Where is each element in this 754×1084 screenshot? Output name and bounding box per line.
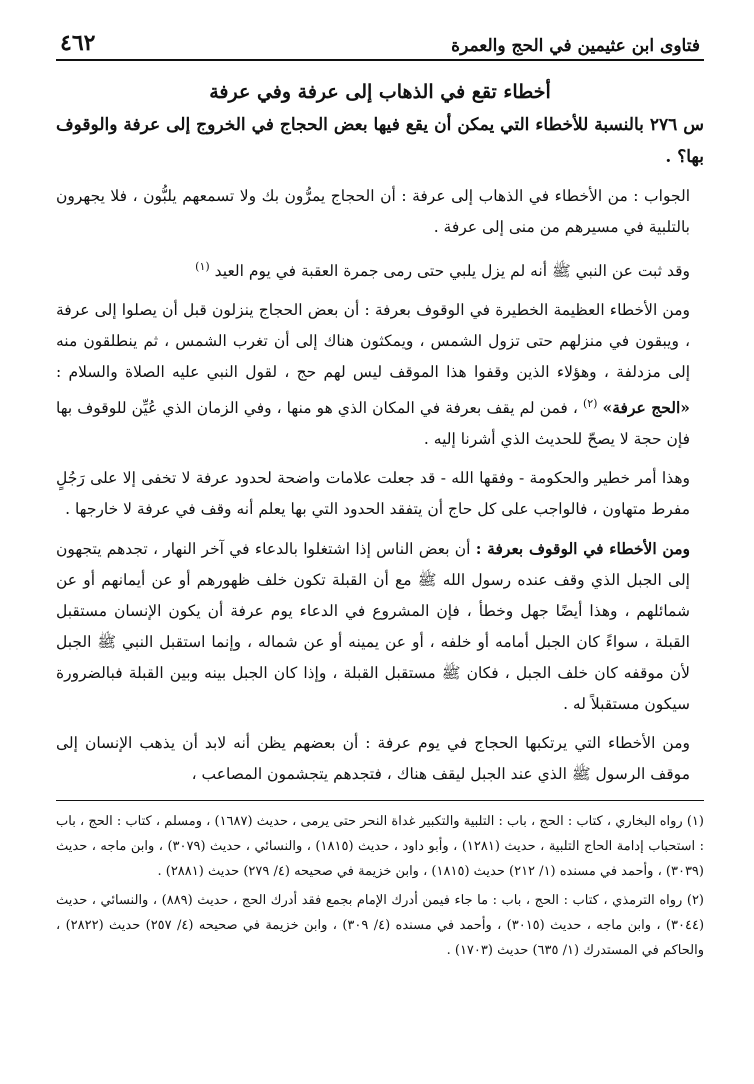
paragraph-text: أن بعض الناس إذا اشتغلوا بالدعاء في آخر النهار ، تجدهم يتجهون إلى الجبل الذي وقف عنده رسول الله ﷺ مع أن القبلة تكون خلف ظهورهم أو عن أيمانهم أو عن شمائلهم ، وهذا أيضًا جهل وخطأ ، فإن المشروع في الدعاء يوم عرفة أن يكون الإنسان مستقبل القبلة ، سواءً كان الجبل أمامه أو خلفه ، أو عن يمينه أو عن شماله ، وإنما استقبل النبي ﷺ الجبل لأن موقفه كان خلف الجبل ، فكان ﷺ مستقبل القبلة ، وإذا كان الجبل بينه وبين القبلة فبالضرورة سيكون مستقبلاً له . — [56, 540, 690, 714]
paragraph-lead: ومن الأخطاء في الوقوف بعرفة : — [475, 539, 691, 559]
qiblah-paragraph — [56, 533, 704, 720]
paragraph-text: ومن الأخطاء العظيمة الخطيرة في الوقوف بعرفة : أن بعض الحجاج ينزلون قبل أن يصلوا إلى عرفة ، ويبقون في منزلهم حتى تزول الشمس ، ويمكثون هناك إلى أن تغرب الشمس ، ثم ينطلقون منه إلى مزدلفة ، وهؤلاء الذين وقفوا هذا الموقف ليس لهم حج ، لقول النبي عليه الصلاة والسلام : — [56, 301, 690, 382]
running-header — [56, 22, 704, 61]
footnotes — [56, 800, 704, 963]
hadith-quote: «الحج عرفة» — [602, 398, 690, 418]
question-text: س ٢٧٦ بالنسبة للأخطاء التي يمكن أن يقع فيها بعض الحجاج في الخروج إلى عرفة والوقوف بها؟ . — [56, 115, 705, 167]
page-number: ٤٦٢ — [60, 30, 96, 56]
mountain-paragraph: ومن الأخطاء التي يرتكبها الحجاج في يوم عرفة : أن بعضهم يظن أنه لابد أن يذهب الإنسان إلى موقف الرسول ﷺ الذي عند الجبل ليقف هناك ، فتجدهم يتجشمون المصاعب ، — [56, 734, 690, 784]
footnote-1: (١) رواه البخاري ، كتاب : الحج ، باب : التلبية والتكبير غداة النحر حتى يرمى ، حديث (١٦٨٧) ، ومسلم ، كتاب : الحج ، باب : استحباب إدامة الحاج التلبية ، حديث (١٢٨١) ، وأبو داود ، حديث (١٨١٥) ، والنسائي ، حديث (٣٠٧٩) ، وابن ماجه ، حديث (٣٠٣٩) ، وأحمد في مسنده (١/ ٢١٢) حديث (١٨١٥) ، وابن خزيمة في صحيحه (٤/ ٢٧٩) حديث (٢٨٨١) . — [56, 814, 705, 880]
footnote-2: (٢) رواه الترمذي ، كتاب : الحج ، باب : ما جاء فيمن أدرك الإمام بجمع فقد أدرك الحج ، حديث (٨٨٩) ، والنسائي ، حديث (٣٠٤٤) ، وابن ماجه ، حديث (٣٠١٥) ، وأحمد في مسنده (٤/ ٣٠٩) ، وابن خزيمة في صحيحه (٤/ ٢٥٧) حديث (٢٨٢٢) ، والحاكم في المستدرك (١/ ٦٣٥) حديث (١٧٠٣) . — [56, 893, 705, 959]
paragraph-text: وقد ثبت عن النبي ﷺ أنه لم يزل يلبي حتى رمى جمرة العقبة في يوم العيد — [214, 262, 690, 281]
answer-paragraph: الجواب : من الأخطاء في الذهاب إلى عرفة : أن الحجاج يمرُّون بك ولا تسمعهم يلبُّون ، فلا يجهرون بالتلبية في مسيرهم من منى إلى عرفة . — [56, 187, 690, 236]
footnote-ref-1: (١) — [195, 260, 210, 273]
footnote-ref-2: (٢) — [582, 397, 598, 411]
boundary-signs-paragraph: وهذا أمر خطير والحكومة - وفقها الله - قد جعلت علامات واضحة لحدود عرفة لا تخفى إلا على رَجُلٍ مفرط متهاون ، فالواجب على كل حاج أن يتفقد الحدود التي بها يعلم أنه وقف في عرفة لا خارجها . — [56, 469, 690, 519]
section-title: أخطاء تقع في الذهاب إلى عرفة وفي عرفة — [209, 81, 551, 103]
arafah-boundary-paragraph — [56, 295, 704, 455]
paragraph-text: ، فمن لم يقف بعرفة في المكان الذي هو منها ، وفي الزمان الذي عُيِّن للوقوف بها فإن حجة لا يصحّ للحديث الذي أشرنا إليه . — [56, 399, 690, 449]
book-title: فتاوى ابن عثيمين في الحج والعمرة — [451, 36, 700, 56]
prophet-talbiyah-paragraph — [56, 251, 704, 287]
